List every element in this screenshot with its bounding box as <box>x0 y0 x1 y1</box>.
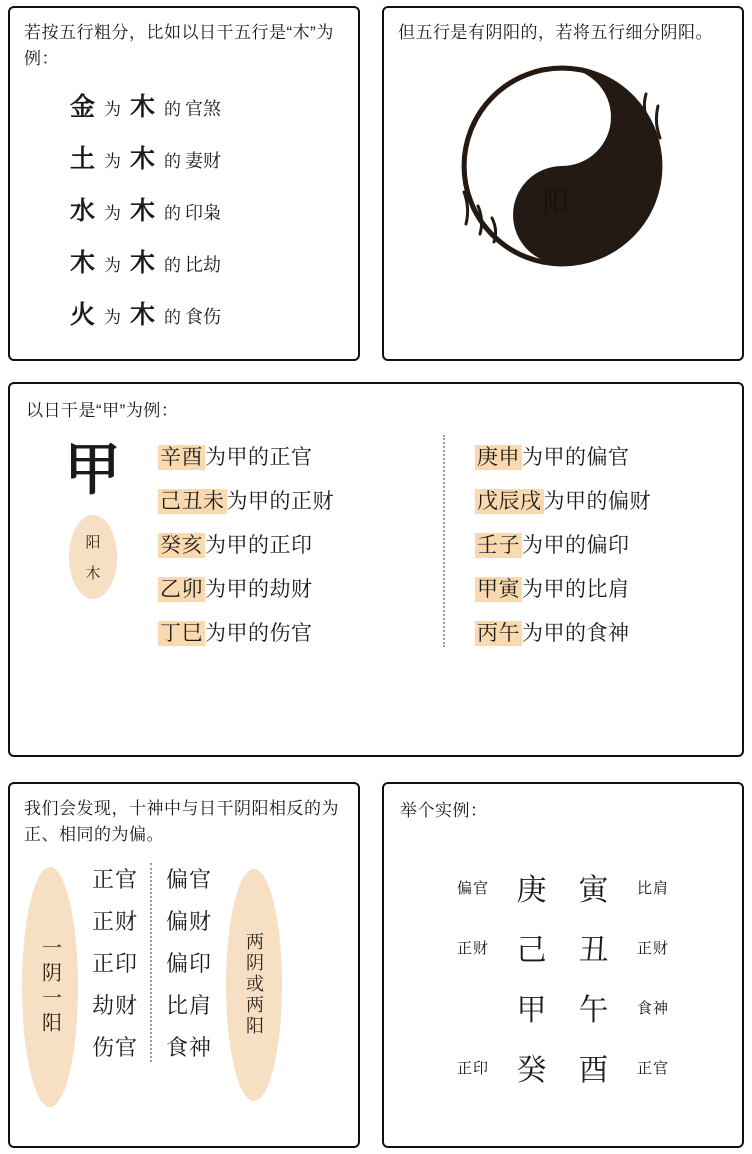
yin-yang-opposite-label: 一阴一阳 <box>38 936 61 1037</box>
right-god-label: 正官 <box>636 1059 669 1077</box>
list-item: 正印 <box>92 950 139 976</box>
taiji-yang-label: 阳 <box>543 186 570 217</box>
list-item: 偏印 <box>166 950 213 976</box>
jia-stem-yinyang: 阳 <box>85 534 101 551</box>
branch-desc: 为甲的正财 <box>226 490 334 513</box>
jia-body <box>10 435 742 647</box>
list-item: 伤官 <box>92 1034 139 1060</box>
list-item <box>70 139 358 175</box>
branch-label: 壬子 <box>477 534 520 557</box>
left-god-label <box>445 977 501 1037</box>
list-item <box>475 485 742 515</box>
branch-desc: 为甲的偏财 <box>543 490 651 513</box>
list-item <box>158 485 425 515</box>
panel-zheng-pian-rule <box>8 782 360 1148</box>
branch-desc: 为甲的偏官 <box>522 446 630 469</box>
list-item <box>70 87 358 123</box>
relation-name: 妻财 <box>185 150 222 171</box>
branch-desc: 为甲的正印 <box>205 534 313 557</box>
taiji-diagram <box>448 64 678 294</box>
right-god-label: 比肩 <box>636 879 669 897</box>
relation-connector: 为 <box>104 99 122 119</box>
relation-possessive: 的 <box>164 151 182 171</box>
branch-desc: 为甲的正官 <box>205 446 313 469</box>
relation-name: 官煞 <box>185 98 222 119</box>
relation-name: 印枭 <box>185 202 222 223</box>
branch-label: 辛酉 <box>160 446 203 469</box>
wuxing-intro-text: 若按五行粗分，比如以日干五行是“木”为例： <box>24 23 334 69</box>
list-item <box>70 243 358 279</box>
example-title: 举个实例： <box>400 801 488 820</box>
pian-list <box>150 863 212 1062</box>
list-item: 正财 <box>92 908 139 934</box>
left-god-label: 正印 <box>456 1059 489 1077</box>
relation-name: 比劫 <box>185 254 222 275</box>
stem-char: 甲 <box>516 994 548 1027</box>
relation-possessive: 的 <box>164 307 182 327</box>
jia-zheng-column <box>158 435 443 647</box>
branch-label: 丙午 <box>477 622 520 645</box>
list-item: 食神 <box>166 1034 213 1060</box>
table-row <box>445 857 681 917</box>
wuxing-relation-list <box>10 87 358 331</box>
jia-stem-attributes <box>69 515 117 599</box>
list-item <box>475 441 742 471</box>
relation-target: 木 <box>130 197 156 225</box>
relation-target: 木 <box>130 93 156 121</box>
list-item <box>70 191 358 227</box>
branch-char: 午 <box>578 994 610 1027</box>
relation-element: 木 <box>70 249 96 277</box>
relation-target: 木 <box>130 249 156 277</box>
branch-label: 乙卯 <box>160 578 203 601</box>
branch-desc: 为甲的比肩 <box>522 578 630 601</box>
list-item <box>70 295 358 331</box>
relation-possessive: 的 <box>164 255 182 275</box>
list-item <box>158 529 425 559</box>
jia-title: 以日干是“甲”为例： <box>26 401 179 420</box>
bazi-chart-table <box>445 857 681 1097</box>
relation-element: 水 <box>70 197 96 225</box>
right-god-label: 食神 <box>636 999 669 1017</box>
panel-jia-example <box>8 382 744 757</box>
branch-desc: 为甲的伤官 <box>205 622 313 645</box>
branch-label: 丁巳 <box>160 622 203 645</box>
zheng-list <box>92 863 150 1062</box>
rule-columns <box>92 863 212 1062</box>
relation-element: 火 <box>70 301 96 329</box>
yin-yang-opposite-badge <box>22 867 78 1107</box>
relation-element: 土 <box>70 145 96 173</box>
list-item: 劫财 <box>92 992 139 1018</box>
branch-char: 丑 <box>578 934 610 967</box>
branch-label: 甲寅 <box>477 578 520 601</box>
relation-connector: 为 <box>104 203 122 223</box>
motion-lines-icon <box>448 64 678 294</box>
relation-element: 金 <box>70 93 96 121</box>
relation-possessive: 的 <box>164 203 182 223</box>
branch-desc: 为甲的劫财 <box>205 578 313 601</box>
list-item <box>475 529 742 559</box>
stem-char: 己 <box>516 934 548 967</box>
panel-yinyang <box>382 6 744 361</box>
relation-name: 食伤 <box>185 306 222 327</box>
jia-pian-column <box>443 435 742 647</box>
table-row <box>445 1037 681 1097</box>
panel-real-example <box>382 782 744 1148</box>
list-item <box>475 617 742 647</box>
relation-connector: 为 <box>104 255 122 275</box>
rule-description: 我们会发现，十神中与日干阴阳相反的为正、相同的为偏。 <box>24 799 339 845</box>
branch-char: 寅 <box>578 874 610 907</box>
left-god-label: 正财 <box>456 939 489 957</box>
branch-label: 己丑未 <box>160 490 225 513</box>
branch-desc: 为甲的偏印 <box>522 534 630 557</box>
list-item <box>158 617 425 647</box>
list-item <box>158 441 425 471</box>
list-item: 正官 <box>92 866 139 892</box>
list-item: 偏官 <box>166 866 213 892</box>
stem-char: 庚 <box>516 874 548 907</box>
relation-target: 木 <box>130 301 156 329</box>
rule-body <box>10 849 358 1107</box>
list-item <box>475 573 742 603</box>
yin-yang-same-label: 两阴或两阳 <box>244 932 265 1038</box>
stem-char: 癸 <box>516 1054 548 1087</box>
jia-columns <box>158 435 742 647</box>
relation-connector: 为 <box>104 151 122 171</box>
table-row <box>445 917 681 977</box>
table-row <box>445 977 681 1037</box>
branch-desc: 为甲的食神 <box>522 622 630 645</box>
branch-label: 庚申 <box>477 446 520 469</box>
yinyang-intro-text: 但五行是有阴阳的，若将五行细分阴阳。 <box>398 23 713 42</box>
branch-char: 酉 <box>578 1054 610 1087</box>
list-item: 比肩 <box>166 992 213 1018</box>
list-item <box>158 573 425 603</box>
relation-possessive: 的 <box>164 99 182 119</box>
yin-yang-same-badge <box>226 869 282 1101</box>
left-god-label: 偏官 <box>456 879 489 897</box>
jia-stem-char: 甲 <box>64 440 122 502</box>
jia-stem-column <box>28 435 158 647</box>
relation-connector: 为 <box>104 307 122 327</box>
branch-label: 癸亥 <box>160 534 203 557</box>
right-god-label: 正财 <box>636 939 669 957</box>
branch-label: 戊辰戌 <box>477 490 542 513</box>
relation-target: 木 <box>130 145 156 173</box>
panel-wuxing-overview <box>8 6 360 361</box>
taiji-yin-label: 阴 <box>548 107 575 138</box>
jia-stem-element: 木 <box>85 565 101 582</box>
list-item: 偏财 <box>166 908 213 934</box>
